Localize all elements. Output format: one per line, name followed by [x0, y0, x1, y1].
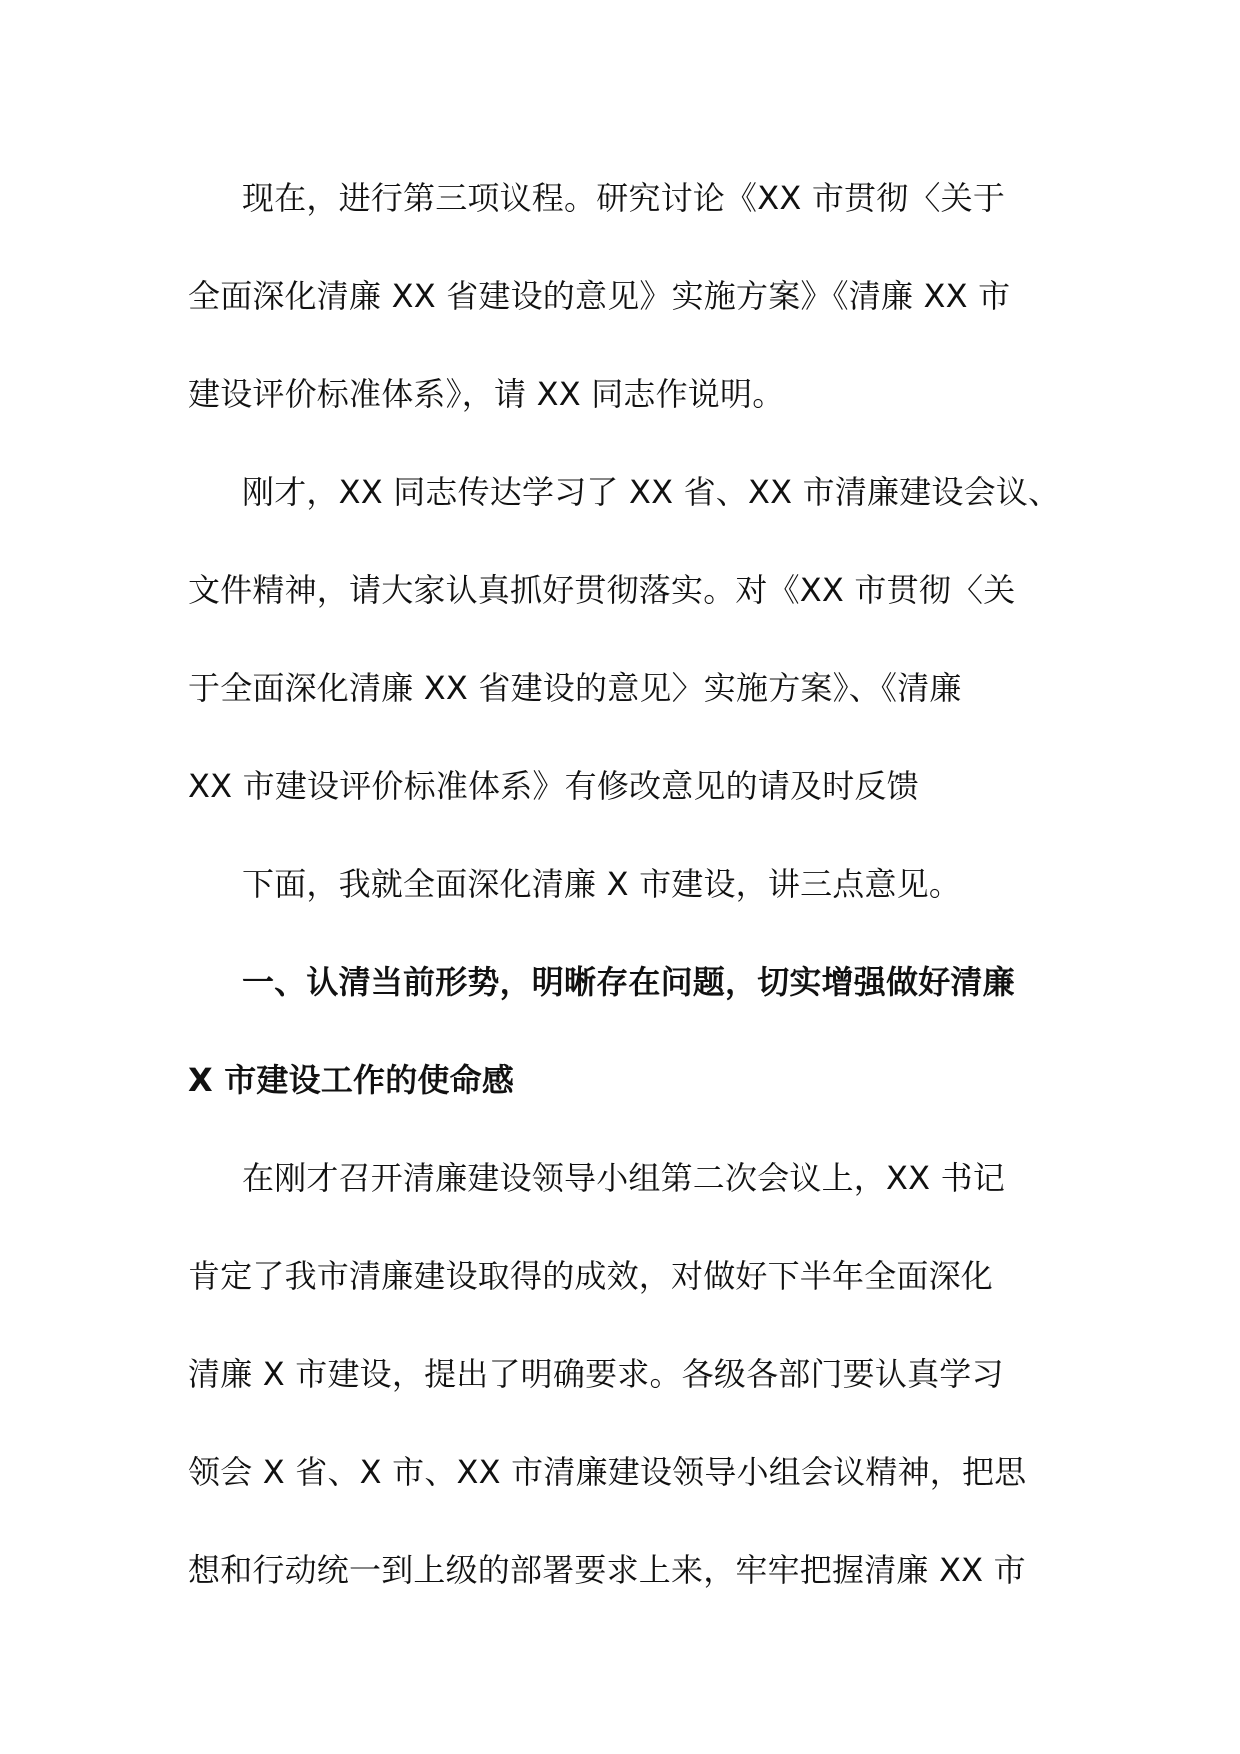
paragraph-1-line-1: 现在，进行第三项议程。研究讨论《XX 市贯彻〈关于	[242, 179, 1006, 217]
paragraph-1-line-2: 全面深化清廉 XX 省建设的意见》实施方案》《清廉 XX 市	[188, 277, 1011, 315]
paragraph-4-line-5: 想和行动统一到上级的部署要求上来，牢牢把握清廉 XX 市	[188, 1551, 1026, 1589]
paragraph-4-line-1: 在刚才召开清廉建设领导小组第二次会议上，XX 书记	[242, 1159, 1006, 1197]
section-heading-line-2: X 市建设工作的使命感	[188, 1061, 515, 1099]
paragraph-3-line-1: 下面，我就全面深化清廉 X 市建设，讲三点意见。	[242, 865, 962, 903]
paragraph-2-line-4: XX 市建设评价标准体系》有修改意见的请及时反馈	[188, 767, 919, 805]
paragraph-4-line-3: 清廉 X 市建设，提出了明确要求。各级各部门要认真学习	[188, 1355, 1004, 1393]
section-heading-line-1: 一、认清当前形势，明晰存在问题，切实增强做好清廉	[242, 963, 1015, 1001]
paragraph-4-line-2: 肯定了我市清廉建设取得的成效，对做好下半年全面深化	[188, 1257, 994, 1295]
paragraph-4-line-4: 领会 X 省、X 市、XX 市清廉建设领导小组会议精神，把思	[188, 1453, 1027, 1491]
paragraph-2-line-3: 于全面深化清廉 XX 省建设的意见〉实施方案》、《清廉	[188, 669, 962, 707]
paragraph-2-line-2: 文件精神，请大家认真抓好贯彻落实。对《XX 市贯彻〈关	[188, 571, 1016, 609]
paragraph-1-line-3: 建设评价标准体系》，请 XX 同志作说明。	[188, 375, 785, 413]
paragraph-2-line-1: 刚才，XX 同志传达学习了 XX 省、XX 市清廉建设会议、	[242, 473, 1061, 511]
